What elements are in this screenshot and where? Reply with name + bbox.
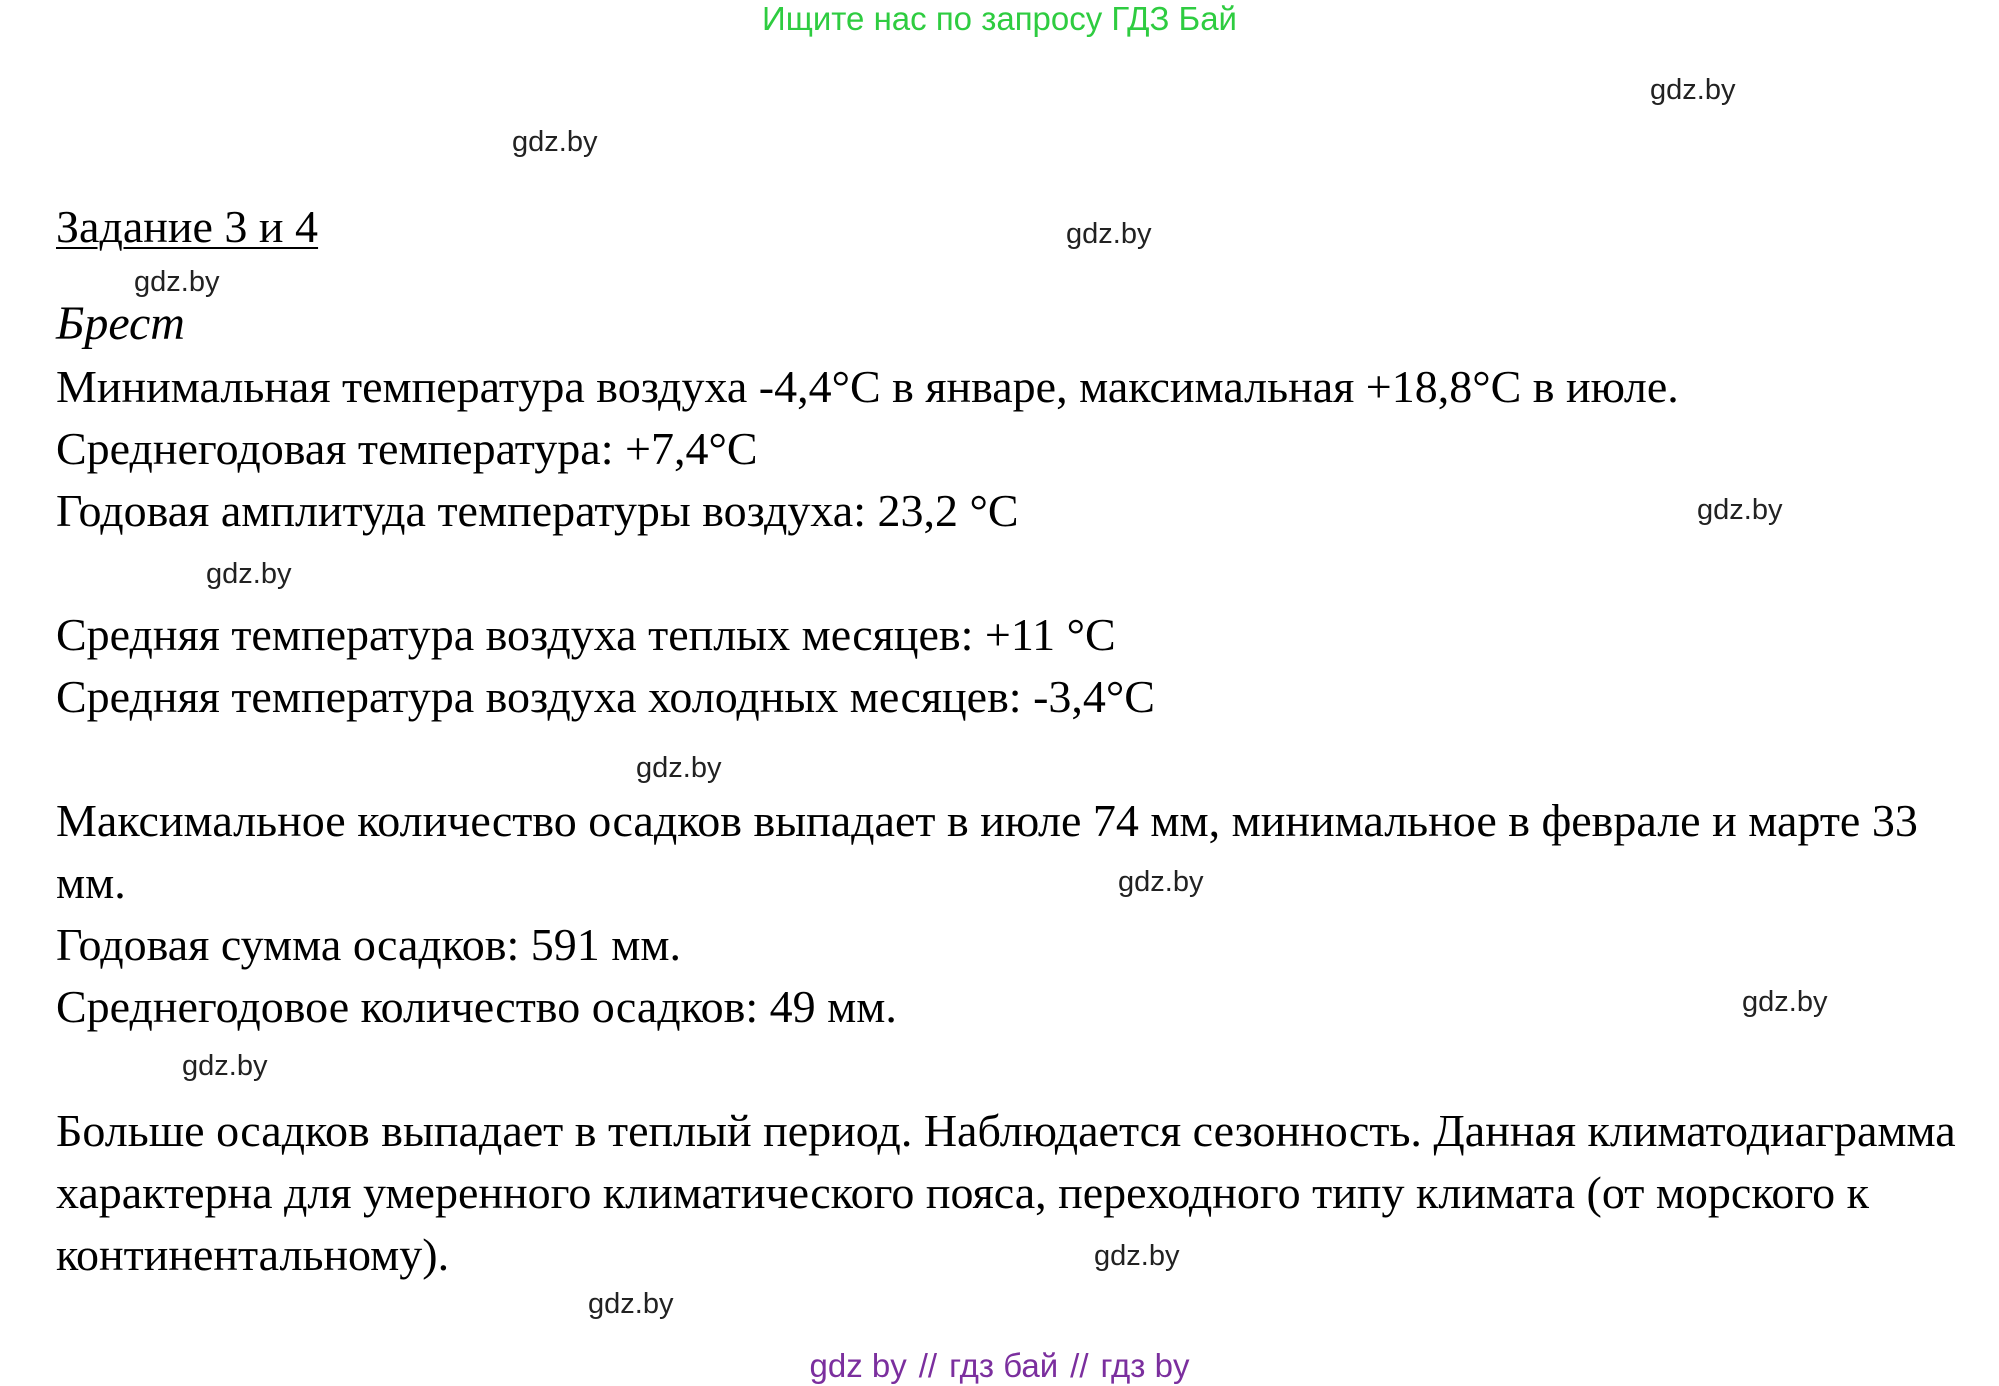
footer-separator: // <box>918 1347 938 1384</box>
watermark: gdz.by <box>636 752 722 784</box>
footer-separator: // <box>1070 1347 1089 1384</box>
city-name: Брест <box>56 297 185 350</box>
precipitation-annual-sum: Годовая сумма осадков: 591 мм. <box>56 919 682 970</box>
watermark: gdz.by <box>1094 1240 1180 1272</box>
footer-link-gdz-by-cyr[interactable]: гдз by <box>1100 1347 1190 1384</box>
watermark: gdz.by <box>206 558 292 590</box>
temperature-cold-months: Средняя температура воздуха холодных месяцев: -3,4°C <box>56 671 1155 722</box>
footer-link-gdz-by[interactable]: gdz by <box>809 1347 907 1384</box>
footer-link-gdz-bai[interactable]: гдз бай <box>949 1347 1059 1384</box>
precipitation-annual-avg: Среднегодовое количество осадков: 49 мм. <box>56 981 897 1032</box>
watermark: gdz.by <box>588 1288 674 1320</box>
footer-links <box>0 1346 1999 1386</box>
climate-conclusion: Больше осадков выпадает в теплый период. Наблюдается сезонность. Данная климатодиаграмма характерна для умеренного климатического пояса, переходного типу климата (от морского к континентальному). <box>56 1105 1956 1280</box>
watermark: gdz.by <box>1650 74 1736 106</box>
watermark: gdz.by <box>1697 494 1783 526</box>
watermark: gdz.by <box>1066 218 1152 250</box>
search-hint-banner: Ищите нас по запросу ГДЗ Бай <box>762 0 1237 37</box>
temperature-warm-months: Средняя температура воздуха теплых месяцев: +11 °C <box>56 609 1116 660</box>
task-heading: Задание 3 и 4 <box>56 201 319 252</box>
watermark: gdz.by <box>134 266 220 298</box>
temperature-annual-avg: Среднегодовая температура: +7,4°C <box>56 423 758 474</box>
temperature-amplitude: Годовая амплитуда температуры воздуха: 23,2 °C <box>56 485 1019 536</box>
watermark: gdz.by <box>182 1050 268 1082</box>
temperature-min-max: Минимальная температура воздуха -4,4°C в январе, максимальная +18,8°C в июле. <box>56 361 1679 412</box>
watermark: gdz.by <box>512 126 598 158</box>
precipitation-max-min: Максимальное количество осадков выпадает в июле 74 мм, минимальное в феврале и марте 33 мм. <box>56 795 1918 908</box>
watermark: gdz.by <box>1118 866 1204 898</box>
watermark: gdz.by <box>1742 986 1828 1018</box>
